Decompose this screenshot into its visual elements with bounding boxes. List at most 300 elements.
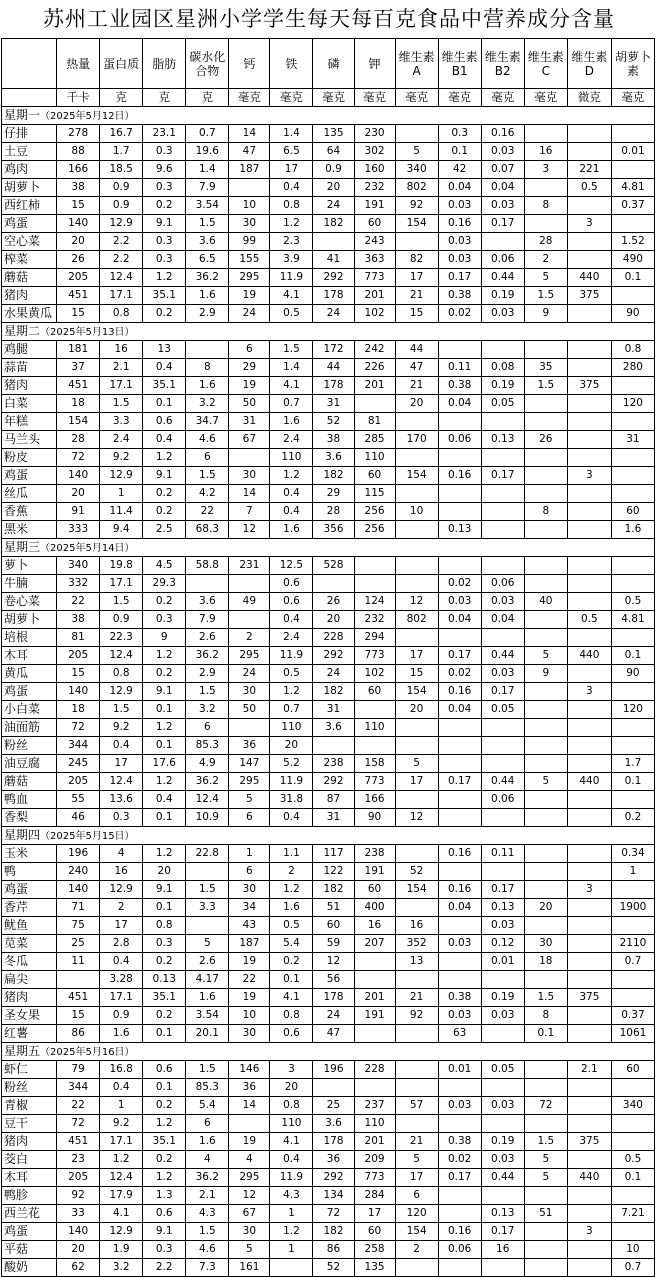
food-row	[2, 575, 655, 593]
nutrient-value: 1.1	[270, 845, 313, 863]
nutrient-value: 140	[57, 467, 100, 485]
nutrient-value: 0.03	[481, 143, 524, 161]
nutrient-value: 72	[313, 1205, 354, 1223]
nutrient-value	[524, 179, 567, 197]
column-header: 热量	[57, 39, 100, 89]
food-name: 培根	[2, 629, 57, 647]
nutrient-value	[611, 1079, 654, 1097]
nutrient-value: 201	[354, 1133, 395, 1151]
nutrient-value: 3.2	[186, 395, 229, 413]
nutrient-value: 238	[313, 755, 354, 773]
nutrient-value: 10	[229, 197, 270, 215]
nutrient-value: 4.3	[270, 1187, 313, 1205]
nutrient-value: 0.2	[143, 485, 186, 503]
nutrient-value: 30	[229, 467, 270, 485]
nutrient-value: 0.6	[143, 413, 186, 431]
food-row	[2, 629, 655, 647]
nutrient-value	[567, 1259, 611, 1277]
nutrient-value: 0.17	[438, 773, 481, 791]
nutrient-value: 0.04	[481, 179, 524, 197]
nutrient-value	[438, 629, 481, 647]
nutrient-value: 0.03	[481, 1007, 524, 1025]
nutrient-value: 773	[354, 647, 395, 665]
nutrient-value: 205	[57, 647, 100, 665]
nutrient-value: 2	[395, 1241, 438, 1259]
nutrient-value: 178	[313, 1133, 354, 1151]
nutrient-value: 12	[229, 1187, 270, 1205]
nutrient-value: 15	[57, 197, 100, 215]
day-label: 星期四	[4, 827, 41, 842]
nutrient-value: 82	[395, 251, 438, 269]
nutrient-value	[567, 575, 611, 593]
nutrient-value: 0.1	[143, 1025, 186, 1043]
nutrient-value: 50	[229, 395, 270, 413]
nutrient-value: 352	[395, 935, 438, 953]
column-unit: 毫克	[481, 89, 524, 107]
nutrient-value: 13	[143, 341, 186, 359]
nutrient-value	[481, 629, 524, 647]
nutrient-value: 2.4	[270, 431, 313, 449]
nutrient-value: 4.3	[186, 1205, 229, 1223]
food-name: 圣女果	[2, 1007, 57, 1025]
nutrient-value: 5	[524, 1151, 567, 1169]
nutrient-value	[438, 1079, 481, 1097]
nutrient-value: 120	[611, 395, 654, 413]
nutrient-value	[438, 485, 481, 503]
nutrient-value	[611, 557, 654, 575]
nutrient-value: 340	[395, 161, 438, 179]
nutrient-value: 1.2	[143, 449, 186, 467]
nutrient-value	[229, 575, 270, 593]
nutrient-value: 0.2	[143, 503, 186, 521]
nutrient-value: 20.1	[186, 1025, 229, 1043]
column-unit: 毫克	[438, 89, 481, 107]
column-header: 铁	[270, 39, 313, 89]
nutrient-value: 12.9	[100, 881, 143, 899]
nutrient-value: 79	[57, 1061, 100, 1079]
nutrient-value: 36	[229, 1079, 270, 1097]
nutrient-value: 8	[524, 197, 567, 215]
food-row	[2, 395, 655, 413]
nutrient-value: 773	[354, 1169, 395, 1187]
nutrient-value: 3	[567, 683, 611, 701]
nutrient-value: 17.1	[100, 575, 143, 593]
nutrient-value	[438, 791, 481, 809]
nutrient-value: 55	[57, 791, 100, 809]
nutrient-value: 35.1	[143, 377, 186, 395]
nutrient-value: 52	[313, 413, 354, 431]
nutrient-value	[524, 809, 567, 827]
nutrient-value: 146	[229, 1061, 270, 1079]
nutrient-value	[481, 809, 524, 827]
nutrient-value	[524, 755, 567, 773]
nutrient-value: 60	[611, 1061, 654, 1079]
nutrient-value: 0.06	[481, 251, 524, 269]
nutrient-value: 0.03	[481, 305, 524, 323]
nutrient-value: 135	[354, 1259, 395, 1277]
nutrient-value	[395, 971, 438, 989]
nutrient-value: 240	[57, 863, 100, 881]
nutrient-value: 0.4	[100, 1079, 143, 1097]
nutrient-value: 17	[395, 269, 438, 287]
nutrient-value: 451	[57, 989, 100, 1007]
nutrient-value	[567, 971, 611, 989]
nutrient-value: 16.7	[100, 125, 143, 143]
nutrient-value: 0.13	[481, 431, 524, 449]
day-header-row	[2, 539, 655, 557]
nutrient-value	[229, 449, 270, 467]
nutrient-value	[313, 737, 354, 755]
nutrient-value	[611, 1187, 654, 1205]
food-row	[2, 611, 655, 629]
nutrient-value: 344	[57, 1079, 100, 1097]
nutrient-value	[395, 485, 438, 503]
nutrient-value: 14	[229, 485, 270, 503]
nutrient-value	[438, 449, 481, 467]
nutrient-value: 28	[313, 503, 354, 521]
nutrient-value: 0.3	[143, 251, 186, 269]
nutrient-value: 1.2	[143, 719, 186, 737]
nutrient-value: 19	[229, 989, 270, 1007]
nutrient-value: 21	[395, 1133, 438, 1151]
nutrient-value: 178	[313, 989, 354, 1007]
nutrient-value	[567, 557, 611, 575]
nutrient-value	[481, 1025, 524, 1043]
nutrient-value: 0.1	[143, 395, 186, 413]
column-header: 钾	[354, 39, 395, 89]
nutrient-value: 0.03	[481, 917, 524, 935]
food-row	[2, 431, 655, 449]
nutrient-value: 1.2	[143, 269, 186, 287]
nutrient-value	[354, 971, 395, 989]
nutrient-value: 12.4	[100, 269, 143, 287]
nutrient-value: 0.04	[438, 611, 481, 629]
nutrient-value	[524, 395, 567, 413]
nutrient-value: 17	[100, 917, 143, 935]
nutrient-value: 5	[395, 755, 438, 773]
nutrient-value: 122	[313, 863, 354, 881]
nutrient-value: 17	[100, 755, 143, 773]
nutrient-value: 0.7	[186, 125, 229, 143]
nutrient-value	[567, 251, 611, 269]
nutrient-value	[313, 233, 354, 251]
food-name: 蘑菇	[2, 773, 57, 791]
nutrient-value	[524, 737, 567, 755]
nutrient-value: 85.3	[186, 1079, 229, 1097]
nutrient-value: 0.2	[143, 1097, 186, 1115]
nutrient-value: 60	[354, 683, 395, 701]
nutrient-value: 3.3	[186, 899, 229, 917]
nutrient-value: 147	[229, 755, 270, 773]
nutrient-value	[611, 413, 654, 431]
nutrient-value: 5	[524, 773, 567, 791]
food-name: 萝卜	[2, 557, 57, 575]
nutrient-value: 26	[524, 431, 567, 449]
day-date: （2025年5月15日）	[40, 830, 135, 842]
nutrient-value: 1.2	[270, 215, 313, 233]
nutrient-value: 64	[313, 143, 354, 161]
food-row	[2, 1259, 655, 1277]
nutrient-value: 72	[57, 449, 100, 467]
nutrient-value: 1.5	[100, 701, 143, 719]
food-row	[2, 1079, 655, 1097]
food-name: 茭白	[2, 1151, 57, 1169]
column-header: 蛋白质	[100, 39, 143, 89]
nutrient-value	[611, 1223, 654, 1241]
nutrient-value	[395, 899, 438, 917]
nutrient-value: 18	[57, 395, 100, 413]
nutrient-value: 4.1	[270, 377, 313, 395]
nutrient-value: 2	[524, 251, 567, 269]
nutrient-value: 205	[57, 773, 100, 791]
nutrient-value: 295	[229, 269, 270, 287]
nutrient-value	[186, 917, 229, 935]
column-unit: 毫克	[313, 89, 354, 107]
nutrient-value: 0.04	[481, 611, 524, 629]
food-name: 粉皮	[2, 449, 57, 467]
nutrient-value	[611, 791, 654, 809]
nutrient-value	[524, 467, 567, 485]
nutrient-value	[438, 719, 481, 737]
nutrient-value: 3.2	[186, 701, 229, 719]
nutrient-value: 302	[354, 143, 395, 161]
nutrient-value: 24	[229, 665, 270, 683]
nutrient-value: 0.4	[270, 809, 313, 827]
nutrient-value: 2.1	[567, 1061, 611, 1079]
nutrient-value	[313, 575, 354, 593]
nutrient-value	[524, 413, 567, 431]
food-row	[2, 521, 655, 539]
nutrient-value: 1.2	[143, 773, 186, 791]
nutrient-value: 0.02	[438, 665, 481, 683]
nutrient-value	[354, 1025, 395, 1043]
nutrient-value	[611, 737, 654, 755]
nutrient-value: 0.01	[611, 143, 654, 161]
nutrient-value: 9.1	[143, 683, 186, 701]
nutrient-value: 44	[395, 341, 438, 359]
nutrient-value: 60	[354, 881, 395, 899]
nutrient-value: 7	[229, 503, 270, 521]
nutrient-value: 2.4	[100, 431, 143, 449]
nutrient-value: 9.2	[100, 719, 143, 737]
nutrient-value: 0.3	[143, 935, 186, 953]
nutrient-value	[354, 953, 395, 971]
nutrient-value	[229, 1115, 270, 1133]
nutrient-value: 3	[270, 1061, 313, 1079]
nutrient-value: 34	[229, 899, 270, 917]
nutrient-value: 5	[524, 647, 567, 665]
nutrient-value: 0.05	[481, 1061, 524, 1079]
nutrient-value: 0.5	[567, 179, 611, 197]
nutrient-value: 16	[354, 917, 395, 935]
nutrient-value: 17	[395, 1169, 438, 1187]
nutrient-value: 14	[229, 125, 270, 143]
nutrient-value	[438, 1187, 481, 1205]
day-header	[2, 539, 655, 557]
nutrient-value: 340	[611, 1097, 654, 1115]
column-header: 维生素D	[567, 39, 611, 89]
nutrient-value: 0.11	[481, 845, 524, 863]
nutrient-value: 375	[567, 1133, 611, 1151]
nutrient-value: 294	[354, 629, 395, 647]
nutrient-value: 110	[354, 719, 395, 737]
nutrient-value: 0.6	[143, 1205, 186, 1223]
nutrient-value: 102	[354, 305, 395, 323]
food-name: 胡萝卜	[2, 179, 57, 197]
nutrient-value	[186, 863, 229, 881]
food-row	[2, 233, 655, 251]
nutrient-value: 1.5	[100, 593, 143, 611]
nutrient-value: 1.7	[100, 143, 143, 161]
nutrient-value	[567, 917, 611, 935]
nutrient-value	[567, 197, 611, 215]
nutrient-value	[395, 557, 438, 575]
nutrient-value: 6	[229, 341, 270, 359]
nutrient-value: 12.4	[100, 647, 143, 665]
nutrient-value	[395, 125, 438, 143]
nutrient-value: 5.2	[270, 755, 313, 773]
nutrient-value: 25	[57, 935, 100, 953]
nutrient-value: 117	[313, 845, 354, 863]
column-header: 维生素B1	[438, 39, 481, 89]
nutrient-value: 0.7	[270, 395, 313, 413]
nutrient-value: 178	[313, 377, 354, 395]
nutrient-value: 1061	[611, 1025, 654, 1043]
nutrient-value: 172	[313, 341, 354, 359]
column-header: 钙	[229, 39, 270, 89]
column-unit: 千卡	[57, 89, 100, 107]
food-name: 丝瓜	[2, 485, 57, 503]
nutrient-value: 228	[354, 1061, 395, 1079]
nutrient-value: 1.5	[524, 989, 567, 1007]
nutrient-value: 0.3	[143, 1241, 186, 1259]
nutrient-value: 182	[313, 215, 354, 233]
nutrient-value: 1.2	[143, 1169, 186, 1187]
nutrient-value	[395, 1061, 438, 1079]
nutrient-value: 1.2	[270, 881, 313, 899]
food-row	[2, 503, 655, 521]
nutrient-value: 0.1	[438, 143, 481, 161]
nutrient-value	[481, 503, 524, 521]
nutrient-value	[438, 971, 481, 989]
food-row	[2, 773, 655, 791]
nutrient-value	[567, 755, 611, 773]
nutrient-value: 207	[354, 935, 395, 953]
nutrient-value: 20	[270, 1079, 313, 1097]
food-name: 黄瓜	[2, 665, 57, 683]
nutrient-value	[438, 1115, 481, 1133]
nutrient-value	[567, 485, 611, 503]
nutrient-value: 9.1	[143, 467, 186, 485]
nutrient-value	[567, 305, 611, 323]
nutrient-value: 102	[354, 665, 395, 683]
nutrient-value: 58.8	[186, 557, 229, 575]
nutrient-value	[395, 719, 438, 737]
nutrient-value: 30	[229, 1223, 270, 1241]
nutrient-value	[438, 953, 481, 971]
nutrient-value: 1900	[611, 899, 654, 917]
nutrient-value: 72	[524, 1097, 567, 1115]
nutrient-value: 490	[611, 251, 654, 269]
nutrient-value: 201	[354, 287, 395, 305]
nutrient-value: 3.54	[186, 197, 229, 215]
nutrient-value: 20	[395, 395, 438, 413]
nutrient-value: 15	[57, 305, 100, 323]
nutrient-value	[567, 233, 611, 251]
nutrient-value	[438, 1205, 481, 1223]
nutrient-value: 0.38	[438, 377, 481, 395]
day-header-row	[2, 1043, 655, 1061]
nutrient-value: 15	[395, 305, 438, 323]
nutrient-value: 0.17	[481, 215, 524, 233]
nutrient-value: 3.28	[100, 971, 143, 989]
nutrient-value: 0.03	[438, 593, 481, 611]
nutrient-value	[611, 989, 654, 1007]
nutrient-value: 62	[57, 1259, 100, 1277]
column-unit	[2, 89, 57, 107]
nutrient-value: 35.1	[143, 989, 186, 1007]
nutrient-value: 16.8	[100, 1061, 143, 1079]
nutrient-value: 0.44	[481, 269, 524, 287]
food-row	[2, 755, 655, 773]
day-label: 星期一	[4, 107, 41, 122]
nutrient-value: 1.5	[524, 1133, 567, 1151]
nutrient-value: 0.17	[438, 1169, 481, 1187]
nutrient-value: 4.6	[186, 1241, 229, 1259]
nutrient-value	[567, 1097, 611, 1115]
nutrient-value	[395, 629, 438, 647]
food-row	[2, 647, 655, 665]
nutrient-value	[524, 791, 567, 809]
nutrient-value: 140	[57, 1223, 100, 1241]
nutrient-value: 22	[229, 971, 270, 989]
food-row	[2, 215, 655, 233]
nutrition-table-container	[1, 38, 655, 1277]
nutrient-value: 1	[270, 1241, 313, 1259]
nutrient-value: 30	[229, 683, 270, 701]
nutrient-value: 0.38	[438, 989, 481, 1007]
nutrient-value: 0.1	[143, 737, 186, 755]
food-row	[2, 953, 655, 971]
nutrient-value: 0.2	[611, 809, 654, 827]
nutrient-value: 0.16	[438, 215, 481, 233]
nutrient-value: 19	[229, 377, 270, 395]
nutrient-value: 18.5	[100, 161, 143, 179]
nutrient-value	[611, 161, 654, 179]
nutrient-value: 16	[100, 341, 143, 359]
nutrient-value: 46	[57, 809, 100, 827]
nutrient-value: 24	[313, 1007, 354, 1025]
nutrient-value: 3.54	[186, 1007, 229, 1025]
nutrient-value: 36.2	[186, 1169, 229, 1187]
nutrient-value: 5	[395, 1151, 438, 1169]
nutrient-value	[567, 503, 611, 521]
nutrient-value: 0.2	[143, 305, 186, 323]
nutrient-value: 0.2	[143, 1151, 186, 1169]
nutrient-value	[481, 449, 524, 467]
nutrient-value: 30	[229, 881, 270, 899]
nutrient-value: 50	[229, 701, 270, 719]
nutrient-value	[395, 1079, 438, 1097]
nutrient-value	[567, 1241, 611, 1259]
nutrient-value: 0.5	[611, 1151, 654, 1169]
nutrient-value: 292	[313, 1169, 354, 1187]
nutrient-value: 17.9	[100, 1187, 143, 1205]
nutrient-value: 17.1	[100, 1133, 143, 1151]
nutrient-value: 154	[395, 467, 438, 485]
nutrient-value	[438, 809, 481, 827]
nutrient-value: 1.9	[100, 1241, 143, 1259]
